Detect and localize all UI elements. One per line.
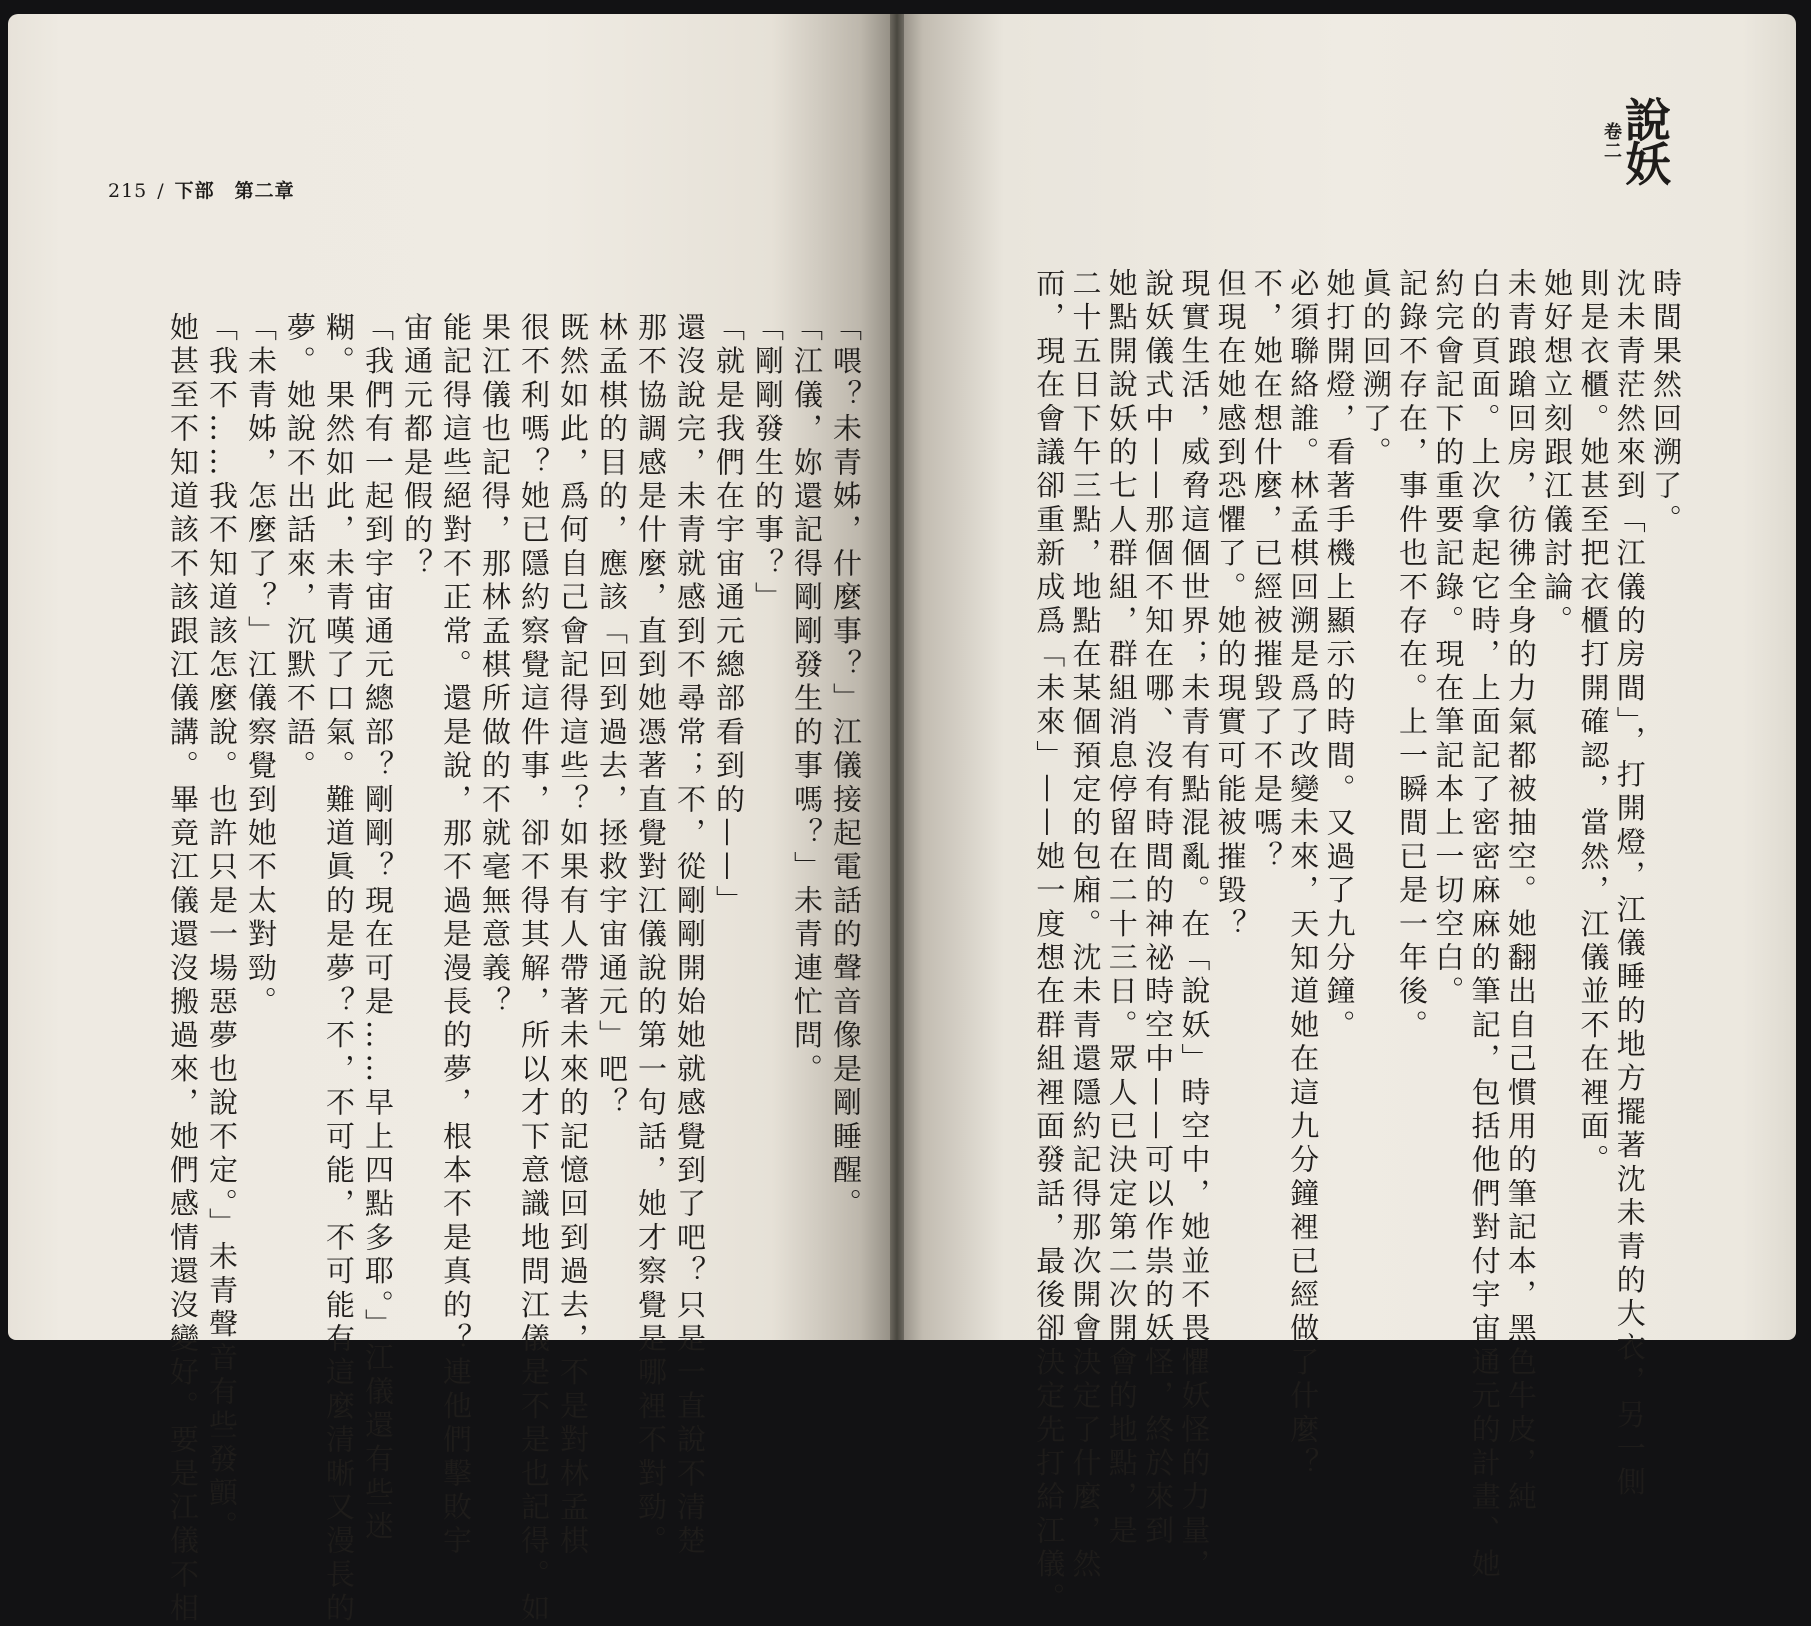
text-column: 而，現在會議卻重新成爲「未來」——她一度想在群組裡面發話，最後卻決定先打給江儀。 bbox=[1032, 268, 1067, 1616]
book-spine bbox=[890, 14, 904, 1340]
text-column: 「江儀，妳還記得剛剛發生的事嗎？」未青連忙問。 bbox=[790, 312, 824, 1088]
text-column: 二十五日下午三點，地點在某個預定的包廂。沈未青還隱約記得那次開會決定了什麼，然 bbox=[1068, 268, 1103, 1583]
text-column: 很不利嗎？她已隱約察覺這件事，卻不得其解，所以才下意識地問江儀是不是也記得。如 bbox=[517, 312, 551, 1626]
text-column: 她甚至不知道該不該跟江儀講。畢竟江儀還沒搬過來，她們感情還沒變好。要是江儀不相 bbox=[166, 312, 200, 1626]
chapter-label: 下部 第二章 bbox=[174, 180, 295, 202]
text-column: 必須聯絡誰。林孟棋回溯是爲了改變未來，天知道她在這九分鐘裡已經做了什麼？ bbox=[1286, 268, 1321, 1482]
text-column: 她打開燈，看著手機上顯示的時間。又過了九分鐘。 bbox=[1322, 268, 1357, 1044]
text-column: 不，她在想什麼，已經被摧毀了不是嗎？ bbox=[1249, 268, 1284, 875]
page-header bbox=[108, 176, 295, 203]
text-column: 還沒說完，未青就感到不尋常；不，從剛剛開始她就感覺到了吧？只是一直說不清楚 bbox=[673, 312, 707, 1559]
text-column: 夢。她說不出話來，沉默不語。 bbox=[283, 312, 317, 784]
text-column: 那不協調感是什麼，直到她憑著直覺對江儀說的第一句話，她才察覺是哪裡不對勁。 bbox=[634, 312, 668, 1559]
text-column: 糊。果然如此，未青嘆了口氣。難道眞的是夢？不，不可能，不可能有這麼清晰又漫長的 bbox=[322, 312, 356, 1626]
text-column: 「未青姊，怎麼了？」江儀察覺到她不太對勁。 bbox=[244, 312, 278, 1020]
text-column: 「我不……我不知道該怎麼說。也許只是一場惡夢也說不定。」未青聲音有些發顫。 bbox=[205, 312, 239, 1545]
text-column: 時間果然回溯了。 bbox=[1649, 268, 1683, 538]
volume-label: 卷二 bbox=[1601, 122, 1622, 160]
text-column: 則是衣櫃。她甚至把衣櫃打開確認，當然，江儀並不在裡面。 bbox=[1576, 268, 1611, 1178]
text-column: 既然如此，爲何自己會記得這些？如果有人帶著未來的記憶回到過去，不是對林孟棋 bbox=[556, 312, 590, 1559]
text-column: 眞的回溯了。 bbox=[1358, 268, 1393, 471]
text-column: 約完會記下的重要記錄。現在筆記本上一切空白。 bbox=[1431, 268, 1466, 1010]
text-column: 沈未青茫然來到「江儀的房間」，打開燈，江儀睡的地方擺著沈未青的大衣，另一側 bbox=[1612, 268, 1647, 1501]
header-separator: / bbox=[157, 180, 165, 202]
right-page-text bbox=[1030, 268, 1683, 1616]
text-column: 「喂？未青姊，什麼事？」江儀接起電話的聲音像是剛睡醒。 bbox=[829, 312, 863, 1222]
text-column: 「就是我們在宇宙通元總部看到的——」 bbox=[712, 312, 746, 919]
text-column: 「剛剛發生的事？」 bbox=[751, 312, 785, 616]
text-column: 現實生活，威脅這個世界；未青有點混亂。在「說妖」時空中，她並不畏懼妖怪的力量， bbox=[1177, 268, 1212, 1583]
text-column: 能記得這些絕對不正常。還是說，那不過是漫長的夢，根本不是真的？連他們擊敗宇 bbox=[439, 312, 473, 1559]
text-column: 白的頁面。上次拿起它時，上面記了密密麻麻的筆記，包括他們對付宇宙通元的計畫、她 bbox=[1467, 268, 1502, 1583]
text-column: 未青踉蹌回房，彷彿全身的力氣都被抽空。她翻出自己慣用的筆記本，黑色牛皮，純 bbox=[1503, 268, 1538, 1515]
page-number: 215 bbox=[108, 180, 148, 202]
text-column: 宙通元都是假的？ bbox=[400, 312, 434, 582]
text-column: 林孟棋的目的，應該「回到過去，拯救宇宙通元」吧？ bbox=[595, 312, 629, 1121]
text-column: 但現在她感到恐懼了。她的現實可能被摧毀？ bbox=[1213, 268, 1248, 942]
text-column: 她點開說妖的七人群組，群組消息停留在二十三日。眾人已決定第二次開會的地點，是 bbox=[1104, 268, 1139, 1549]
left-page-text bbox=[120, 312, 863, 1626]
text-column: 果江儀也記得，那林孟棋所做的不就毫無意義？ bbox=[478, 312, 512, 1020]
book-title-logo bbox=[1598, 92, 1688, 212]
text-column: 記錄不存在，事件也不存在。上一瞬間已是一年後。 bbox=[1395, 268, 1430, 1044]
text-column: 她好想立刻跟江儀討論。 bbox=[1540, 268, 1575, 639]
logo-title: 說妖 bbox=[1618, 96, 1672, 184]
text-column: 「我們有一起到宇宙通元總部？剛剛？現在可是……早上四點多耶。」江儀還有些迷 bbox=[361, 312, 395, 1545]
text-column: 說妖儀式中——那個不知在哪、沒有時間的神祕時空中——可以作祟的妖怪，終於來到 bbox=[1141, 268, 1176, 1549]
